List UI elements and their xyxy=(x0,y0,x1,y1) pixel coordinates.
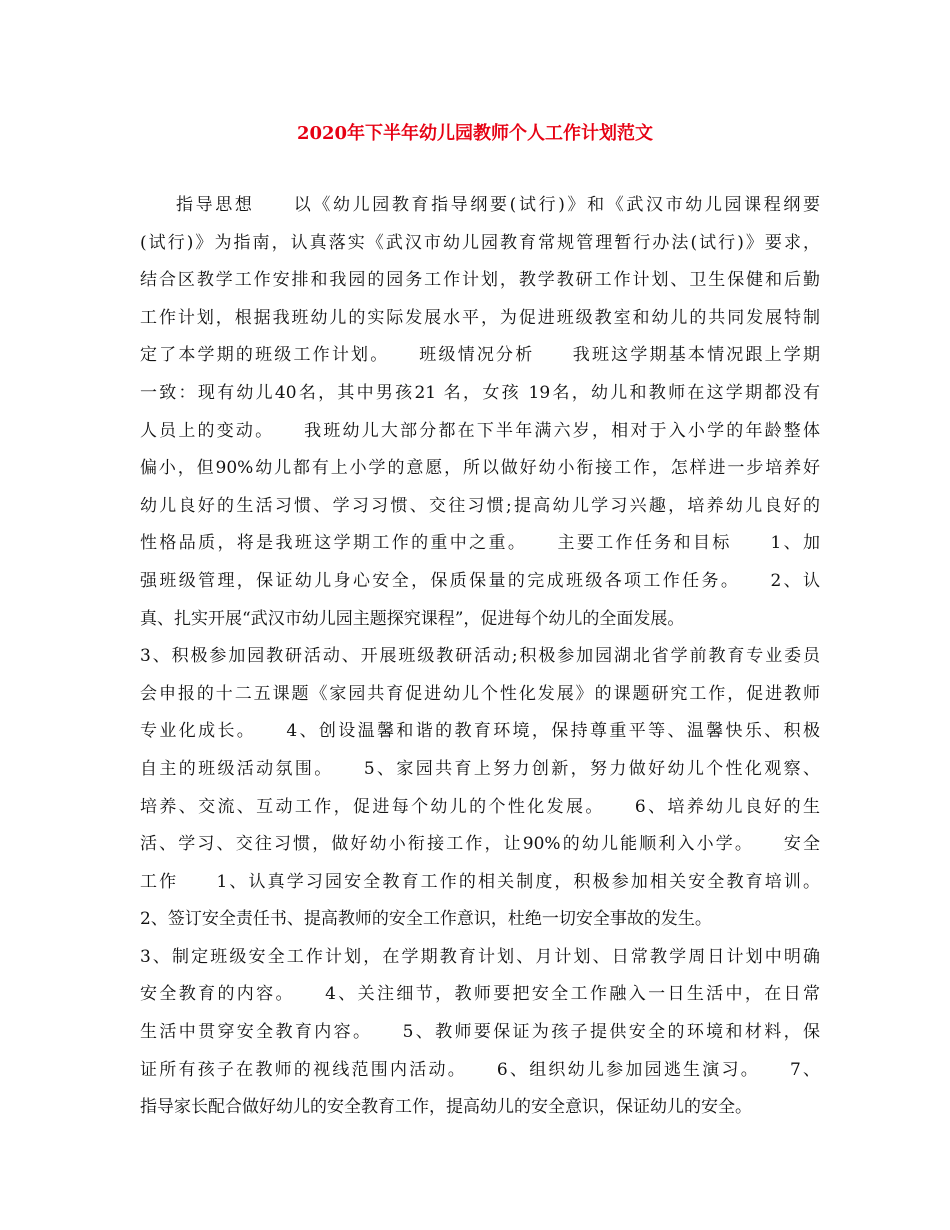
text-line: 工作计划，根据我班幼儿的实际发展水平，为促进班级教室和幼儿的共同发展特制 xyxy=(140,307,820,328)
text-line: 培养、交流、互动工作，促进每个幼儿的个性化发展。 6、培养幼儿良好的生 xyxy=(140,796,820,817)
text-line: 指导家长配合做好幼儿的安全教育工作，提高幼儿的安全意识，保证幼儿的安全。 xyxy=(140,1097,752,1118)
text-line: 自主的班级活动氛围。 5、家园共育上努力创新，努力做好幼儿个性化观察、 xyxy=(140,758,820,779)
document-body xyxy=(140,187,820,1127)
text-line: 会申报的十二五课题《家园共育促进幼儿个性化发展》的课题研究工作，促进教师 xyxy=(140,683,820,704)
text-line: 2、签订安全责任书、提高教师的安全工作意识，杜绝一切安全事故的发生。 xyxy=(140,909,712,930)
text-line: 3、制定班级安全工作计划，在学期教育计划、月计划、日常教学周日计划中明确 xyxy=(140,946,820,967)
text-line: 证所有孩子在教师的视线范围内活动。 6、组织幼儿参加园逃生演习。 7、 xyxy=(140,1059,820,1080)
text-line: (试行)》为指南，认真落实《武汉市幼儿园教育常规管理暂行办法(试行)》要求， xyxy=(140,232,820,253)
text-line: 专业化成长。 4、创设温馨和谐的教育环境，保持尊重平等、温馨快乐、积极 xyxy=(140,721,820,742)
text-line: 真、扎实开展“武汉市幼儿园主题探究课程”，促进每个幼儿的全面发展。 xyxy=(140,608,685,629)
text-line: 幼儿良好的生活习惯、学习习惯、交往习惯;提高幼儿学习兴趣，培养幼儿良好的 xyxy=(140,495,820,516)
text-line: 指导思想 以《幼儿园教育指导纲要(试行)》和《武汉市幼儿园课程纲要 xyxy=(176,195,820,215)
text-line: 偏小，但90%幼儿都有上小学的意愿，所以做好幼小衔接工作，怎样进一步培养好 xyxy=(140,458,820,479)
text-line: 强班级管理，保证幼儿身心安全，保质保量的完成班级各项工作任务。 2、认 xyxy=(140,570,820,591)
text-line: 定了本学期的班级工作计划。 班级情况分析 我班这学期基本情况跟上学期 xyxy=(140,345,820,366)
text-line: 一致：现有幼儿40名，其中男孩21 名，女孩 19名，幼儿和教师在这学期都没有 xyxy=(140,382,820,403)
document-title: 2020年下半年幼儿园教师个人工作计划范文 xyxy=(296,123,654,144)
text-line: 活、学习、交往习惯，做好幼小衔接工作，让90%的幼儿能顺利入小学。 安全 xyxy=(140,834,820,855)
text-line: 人员上的变动。 我班幼儿大部分都在下半年满六岁，相对于入小学的年龄整体 xyxy=(140,420,820,441)
text-line: 生活中贯穿安全教育内容。 5、教师要保证为孩子提供安全的环境和材料，保 xyxy=(140,1022,820,1043)
text-line: 3、积极参加园教研活动、开展班级教研活动;积极参加园湖北省学前教育专业委员 xyxy=(140,646,820,667)
text-line: 安全教育的内容。 4、关注细节，教师要把安全工作融入一日生活中，在日常 xyxy=(140,984,820,1005)
text-line: 结合区教学工作安排和我园的园务工作计划，教学教研工作计划、卫生保健和后勤 xyxy=(140,270,820,291)
text-line: 性格品质，将是我班这学期工作的重中之重。 主要工作任务和目标 1、加 xyxy=(140,533,820,554)
text-line: 工作 1、认真学习园安全教育工作的相关制度，积极参加相关安全教育培训。 xyxy=(140,871,820,892)
